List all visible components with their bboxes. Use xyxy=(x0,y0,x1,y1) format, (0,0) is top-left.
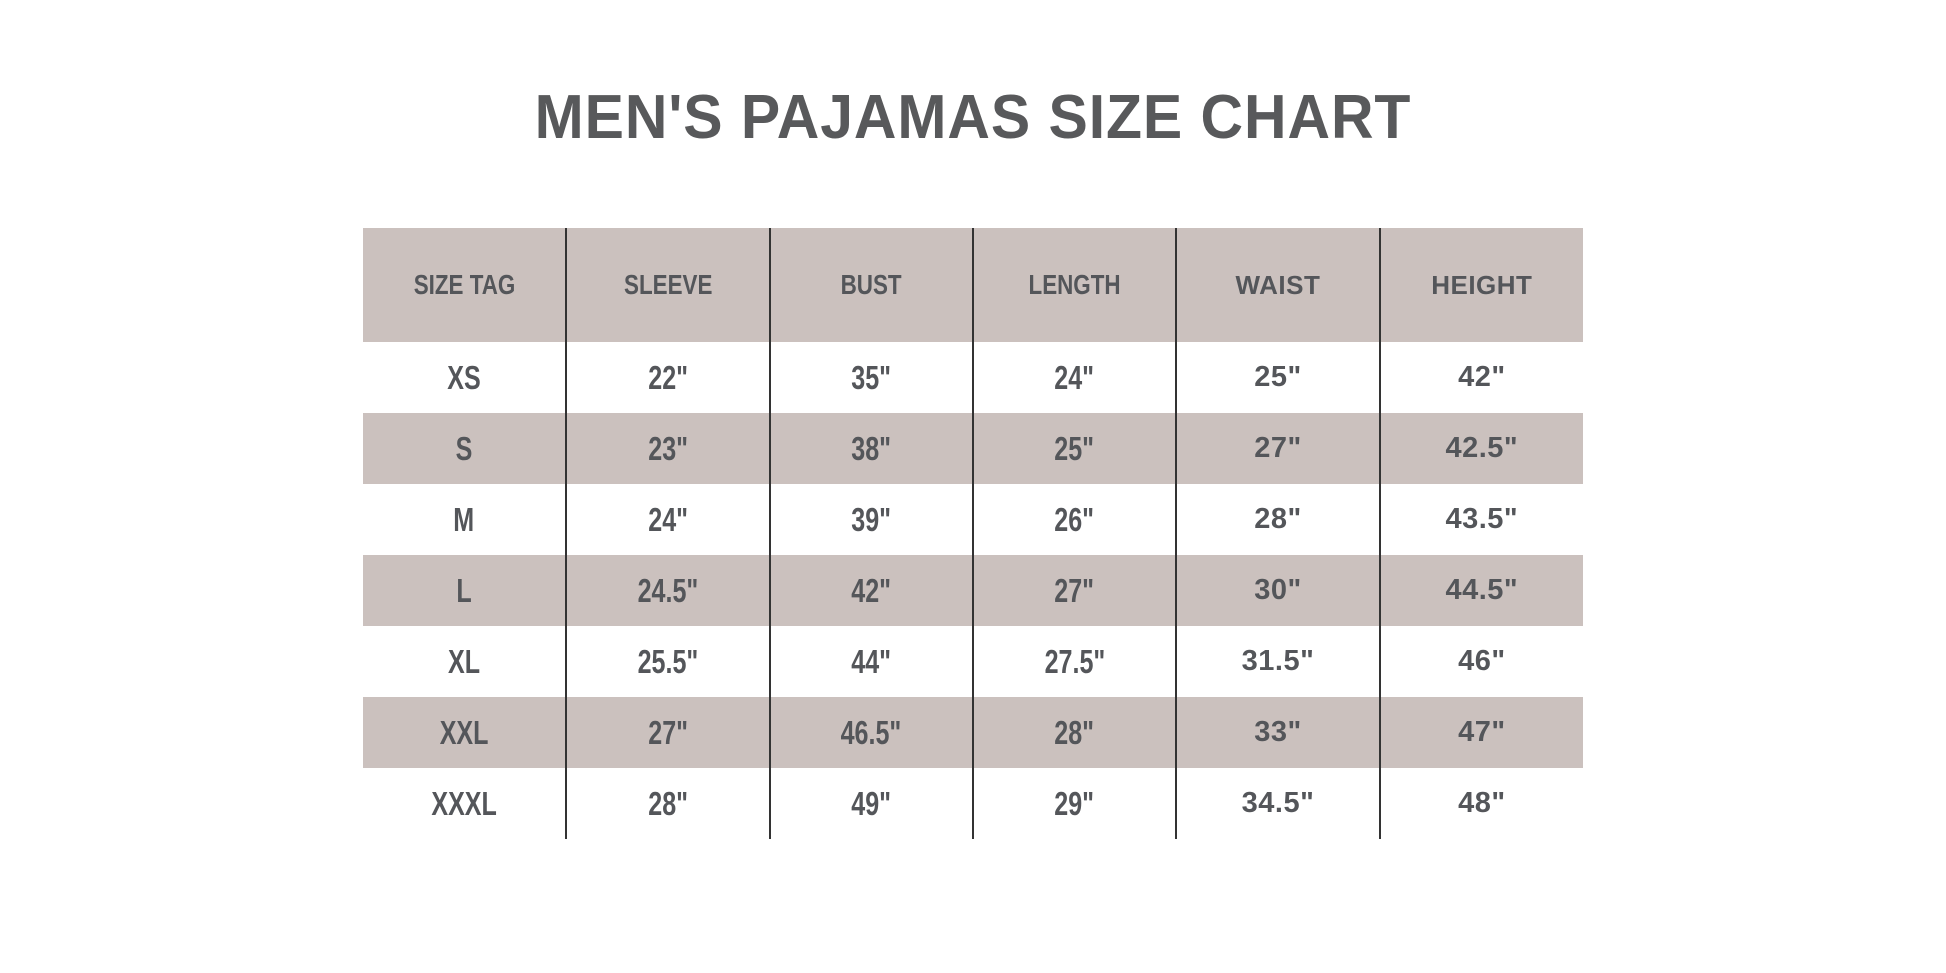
column-header-size-tag xyxy=(363,228,566,342)
cell-text: 24.5" xyxy=(637,571,699,609)
size-tag-cell xyxy=(363,413,566,484)
cell-text: L xyxy=(456,571,472,609)
cell-text: M xyxy=(453,500,475,538)
size-tag-cell xyxy=(363,484,566,555)
column-header-label: LENGTH xyxy=(1028,269,1121,300)
bust-cell xyxy=(770,626,973,697)
cell-text: 28" xyxy=(648,784,688,822)
cell-text: 46.5" xyxy=(840,713,902,751)
header-row xyxy=(363,228,1583,342)
height-cell xyxy=(1380,555,1583,626)
cell-text: 28" xyxy=(1054,713,1095,751)
cell-text: 27.5" xyxy=(1044,642,1105,680)
size-tag-cell xyxy=(363,768,566,839)
sleeve-cell xyxy=(566,484,769,555)
column-header-sleeve xyxy=(566,228,769,342)
waist-cell xyxy=(1176,555,1379,626)
column-header-label: HEIGHT xyxy=(1431,269,1533,300)
sleeve-cell xyxy=(566,342,769,413)
cell-text: 27" xyxy=(648,713,688,751)
cell-text: S xyxy=(455,429,473,467)
cell-text: 23" xyxy=(648,429,688,467)
column-header-label: WAIST xyxy=(1235,269,1321,300)
bust-cell xyxy=(770,697,973,768)
sleeve-cell xyxy=(566,697,769,768)
cell-text: 25" xyxy=(1054,429,1095,467)
cell-text: XL xyxy=(448,642,481,680)
cell-text: 24" xyxy=(1054,358,1095,396)
length-cell xyxy=(973,555,1176,626)
cell-text: 34.5" xyxy=(1241,787,1315,819)
length-cell xyxy=(973,768,1176,839)
cell-text: 28" xyxy=(1254,503,1302,535)
bust-cell xyxy=(770,484,973,555)
cell-text: XS xyxy=(447,358,481,396)
bust-cell xyxy=(770,413,973,484)
cell-text: XXL xyxy=(439,713,489,751)
cell-text: 30" xyxy=(1254,574,1302,606)
column-header-length xyxy=(973,228,1176,342)
sleeve-cell xyxy=(566,555,769,626)
cell-text: 25" xyxy=(1254,361,1302,393)
cell-text: 29" xyxy=(1054,784,1095,822)
height-cell xyxy=(1380,626,1583,697)
waist-cell xyxy=(1176,342,1379,413)
waist-cell xyxy=(1176,484,1379,555)
table-row-m xyxy=(363,484,1583,555)
waist-cell xyxy=(1176,413,1379,484)
height-cell xyxy=(1380,413,1583,484)
table-row-xxl xyxy=(363,697,1583,768)
bust-cell xyxy=(770,768,973,839)
height-cell xyxy=(1380,697,1583,768)
cell-text: 42" xyxy=(1458,361,1506,393)
length-cell xyxy=(973,697,1176,768)
cell-text: 39" xyxy=(851,500,892,538)
cell-text: 48" xyxy=(1458,787,1506,819)
cell-text: 22" xyxy=(648,358,688,396)
cell-text: 31.5" xyxy=(1241,645,1315,677)
cell-text: 44" xyxy=(851,642,892,680)
cell-text: XXXL xyxy=(431,784,497,822)
column-header-height xyxy=(1380,228,1583,342)
cell-text: 24" xyxy=(648,500,688,538)
cell-text: 49" xyxy=(851,784,892,822)
cell-text: 26" xyxy=(1054,500,1095,538)
sleeve-cell xyxy=(566,413,769,484)
column-header-label: SIZE TAG xyxy=(413,269,515,300)
table-row-xl xyxy=(363,626,1583,697)
bust-cell xyxy=(770,342,973,413)
cell-text: 27" xyxy=(1054,571,1095,609)
cell-text: 44.5" xyxy=(1445,574,1519,606)
bust-cell xyxy=(770,555,973,626)
column-header-waist xyxy=(1176,228,1379,342)
cell-text: 38" xyxy=(851,429,892,467)
size-tag-cell xyxy=(363,342,566,413)
height-cell xyxy=(1380,342,1583,413)
length-cell xyxy=(973,342,1176,413)
height-cell xyxy=(1380,484,1583,555)
size-tag-cell xyxy=(363,697,566,768)
cell-text: 46" xyxy=(1458,645,1506,677)
table-row-xs xyxy=(363,342,1583,413)
cell-text: 42.5" xyxy=(1445,432,1519,464)
size-chart-table xyxy=(363,228,1583,839)
height-cell xyxy=(1380,768,1583,839)
table-row-l xyxy=(363,555,1583,626)
cell-text: 42" xyxy=(851,571,892,609)
length-cell xyxy=(973,484,1176,555)
cell-text: 47" xyxy=(1458,716,1506,748)
sleeve-cell xyxy=(566,626,769,697)
length-cell xyxy=(973,413,1176,484)
cell-text: 33" xyxy=(1254,716,1302,748)
sleeve-cell xyxy=(566,768,769,839)
size-tag-cell xyxy=(363,555,566,626)
cell-text: 25.5" xyxy=(637,642,699,680)
table-header xyxy=(363,228,1583,342)
page-title: MEN'S PAJAMAS SIZE CHART xyxy=(534,83,1412,152)
waist-cell xyxy=(1176,697,1379,768)
length-cell xyxy=(973,626,1176,697)
column-header-label: SLEEVE xyxy=(623,269,713,300)
table-row-xxxl xyxy=(363,768,1583,839)
waist-cell xyxy=(1176,768,1379,839)
waist-cell xyxy=(1176,626,1379,697)
cell-text: 43.5" xyxy=(1445,503,1519,535)
cell-text: 27" xyxy=(1254,432,1302,464)
table-body xyxy=(363,342,1583,839)
column-header-bust xyxy=(770,228,973,342)
table-row-s xyxy=(363,413,1583,484)
size-tag-cell xyxy=(363,626,566,697)
column-header-label: BUST xyxy=(840,269,902,300)
cell-text: 35" xyxy=(851,358,892,396)
